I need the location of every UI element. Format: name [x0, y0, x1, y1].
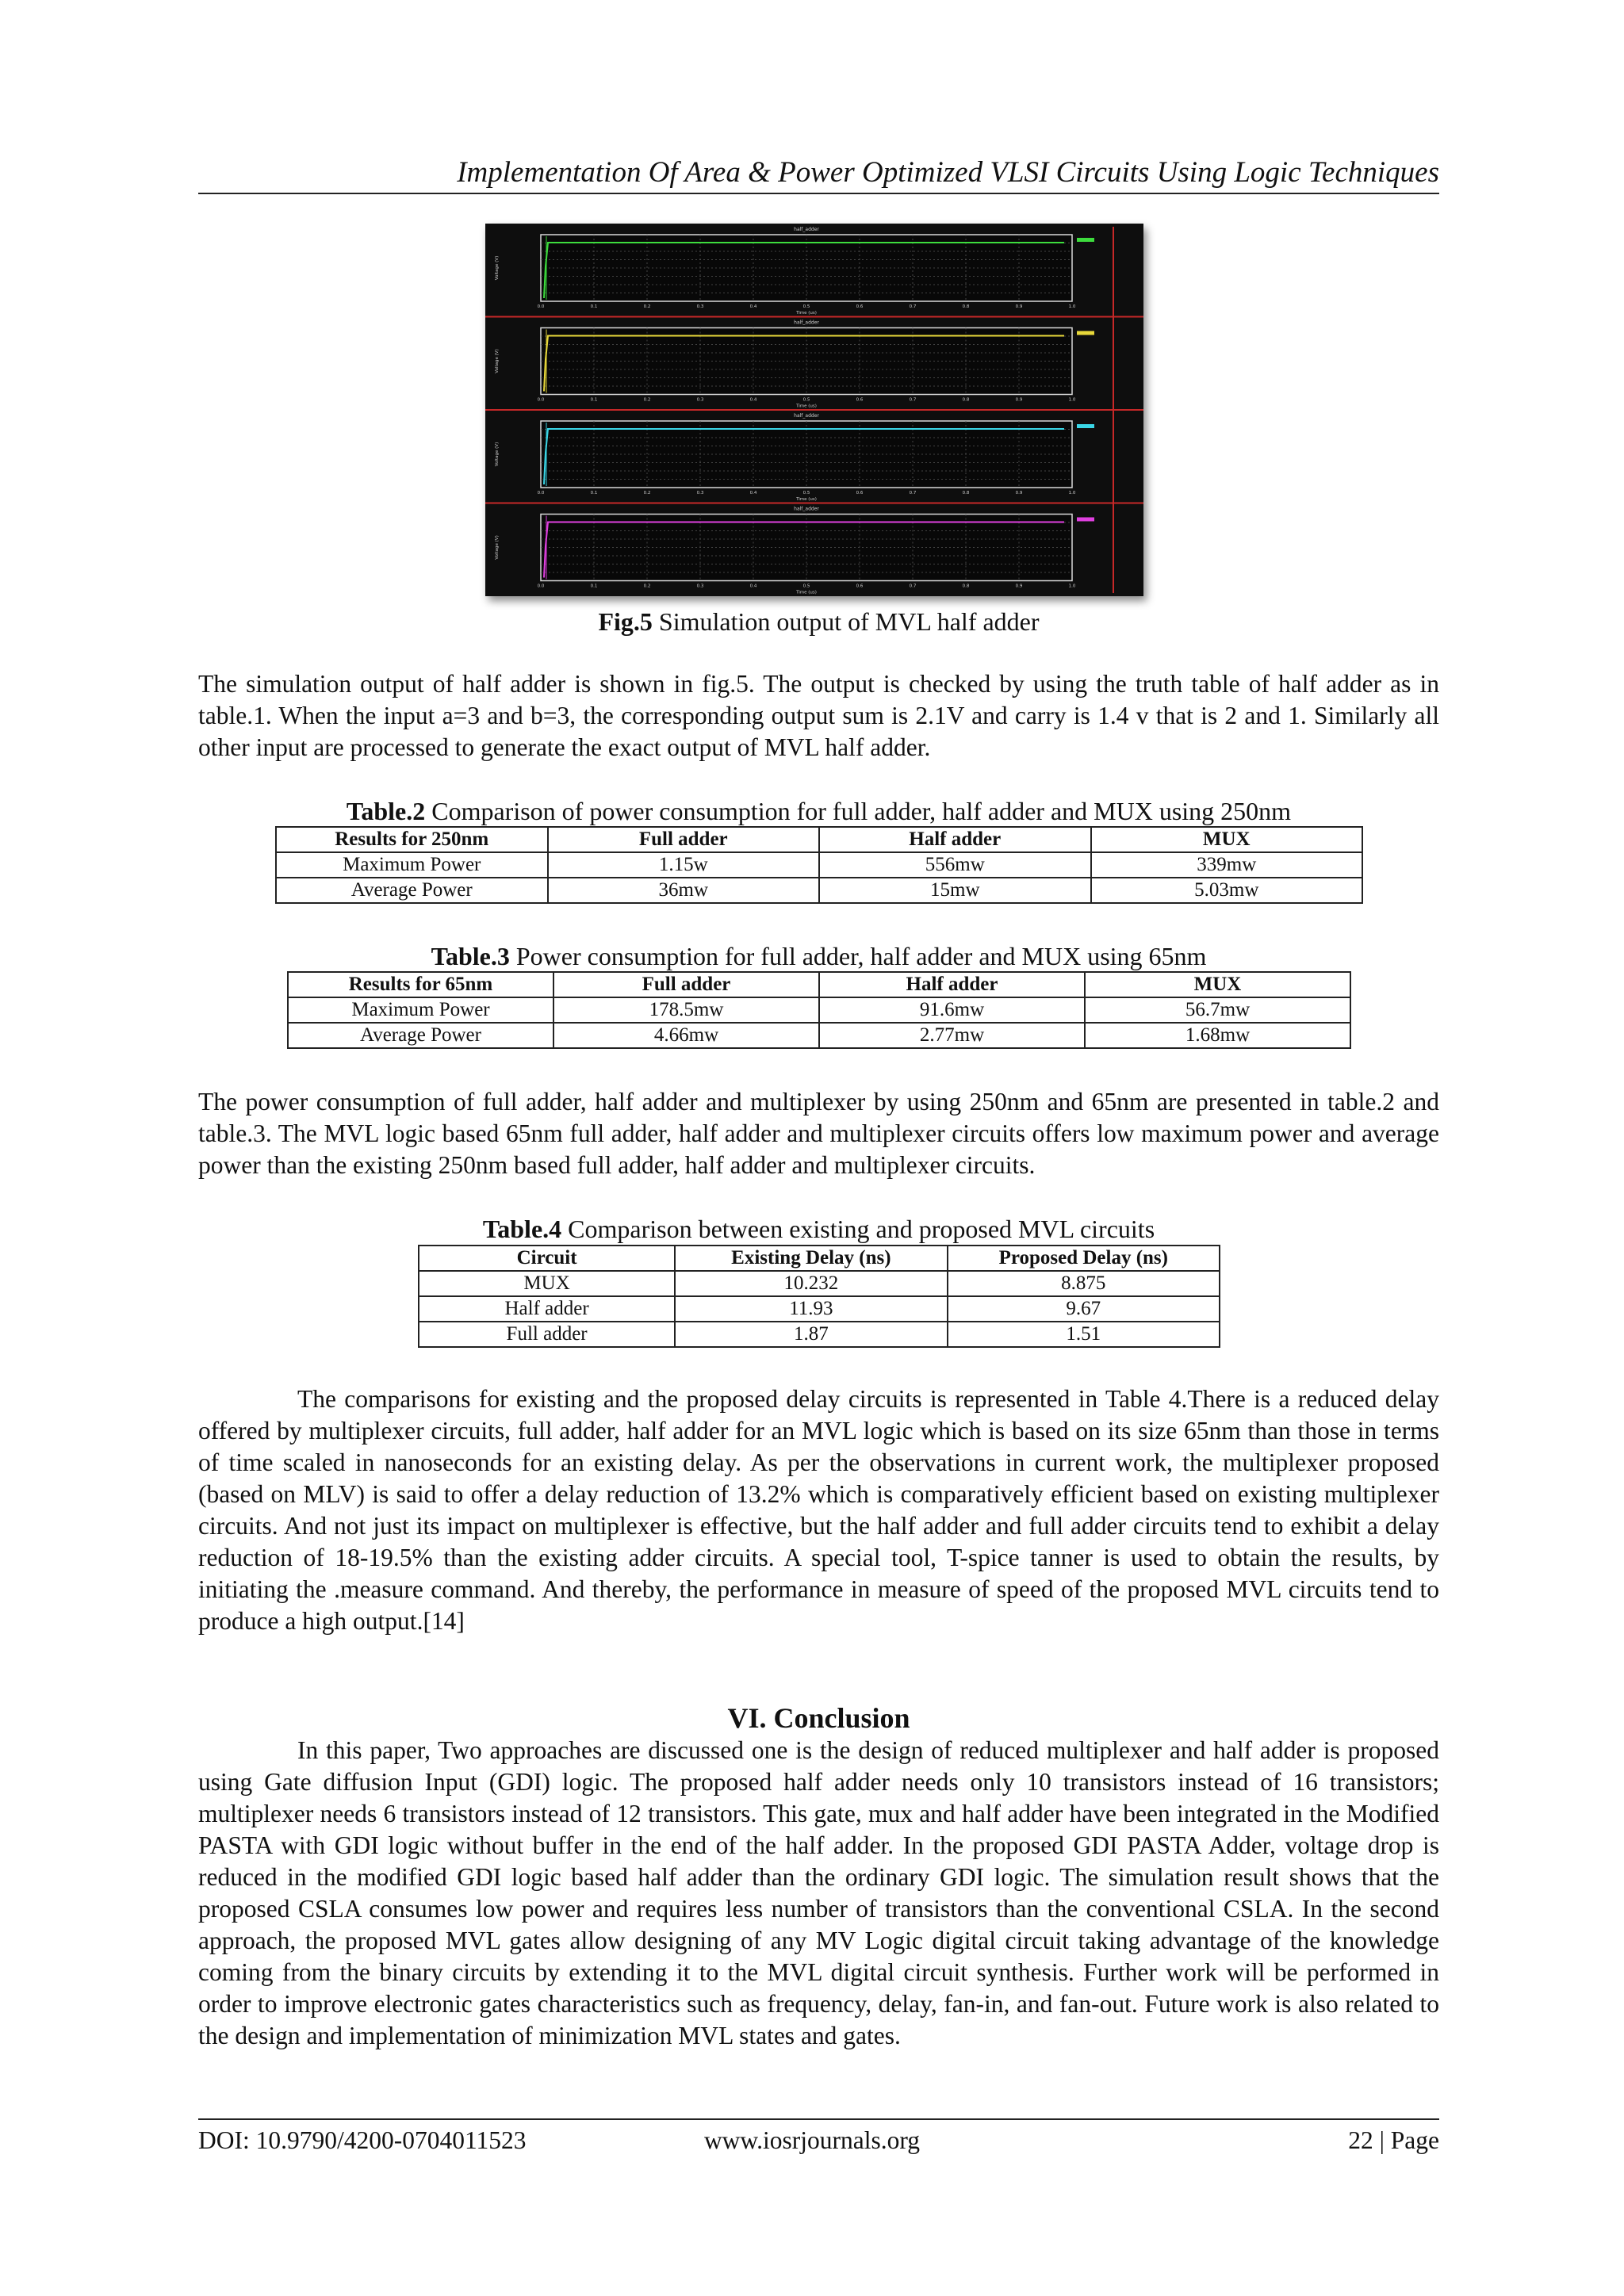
table-cell: 9.67 — [948, 1296, 1220, 1322]
table-row — [276, 878, 1362, 903]
table-header-cell: Results for 65nm — [288, 972, 553, 997]
table-header-cell: Existing Delay (ns) — [675, 1246, 947, 1271]
table-cell: 4.66mw — [553, 1023, 819, 1048]
table-header-row — [276, 827, 1362, 852]
paragraph-delay: The comparisons for existing and the proposed delay circuits is represented in Table 4.There is a reduced delay offered by multiplexer circuits, full adder, half adder for an MVL logic which is based on its size 65nm than those in terms of time scaled in nanoseconds for an existing delay. As per the observations in current work, the multiplexer proposed (based on MLV) is said to offer a delay reduction of 13.2% which is comparatively efficient based on existing multiplexer circuits. And not just its impact on multiplexer is effective, but the half adder and full adder circuits tend to exhibit a delay reduction of 18-19.5% than the existing adder circuits. A special tool, T-spice tanner is used to obtain the results, by initiating the .measure command. And thereby, the performance in measure of speed of the proposed MVL circuits tend to produce a high output.[14] — [198, 1385, 1439, 1635]
table-row — [288, 1023, 1350, 1048]
x-tick-label: 0.8 — [962, 397, 970, 403]
table4-caption — [198, 1213, 1439, 1245]
x-tick-label: 0.5 — [802, 491, 810, 496]
table3-caption-text: Power consumption for full adder, half adder and MUX using 65nm — [509, 942, 1207, 970]
table-header-cell: Proposed Delay (ns) — [948, 1246, 1220, 1271]
table-cell: Average Power — [276, 878, 548, 903]
footer-rule — [198, 2118, 1439, 2120]
table2-caption — [198, 795, 1439, 827]
x-tick-label: 0.1 — [590, 584, 598, 589]
table-header-cell: Half adder — [819, 972, 1085, 997]
table-cell: 1.15w — [548, 852, 820, 878]
footer-website: www.iosrjournals.org — [703, 2126, 921, 2154]
x-tick-label: 0.6 — [856, 397, 864, 403]
figure-label: Fig.5 — [598, 607, 653, 636]
table-cell: Average Power — [288, 1023, 553, 1048]
table-cell: 339mw — [1091, 852, 1363, 878]
x-tick-label: 0.9 — [1015, 491, 1023, 496]
table3-label: Table.3 — [431, 942, 510, 970]
table-cell: 15mw — [819, 878, 1091, 903]
x-tick-label: 0.6 — [856, 304, 864, 309]
x-tick-label: 0.3 — [696, 491, 704, 496]
x-tick-label: 0.6 — [856, 491, 864, 496]
paragraph-conclusion: In this paper, Two approaches are discussed one is the design of reduced multiplexer and half adder is proposed using Gate diffusion Input (GDI) logic. The proposed half adder needs only 10 transistors instead of 16 transistors; multiplexer needs 6 transistors instead of 12 transistors. This gate, mux and half adder have been integrated in the Modified PASTA with GDI logic without buffer in the end of the half adder. In the proposed GDI PASTA Adder, voltage drop is reduced in the modified GDI logic based half adder than the ordinary GDI logic. The simulation result shows that the proposed CSLA consumes low power and requires less number of transistors than the conventional CSLA. In the second approach, the proposed MVL gates allow designing of any MV Logic digital circuit taking advantage of the knowledge coming from the binary circuits by extending it to the MVL digital circuit synthesis. Further work will be performed in order to improve electronic gates characteristics such as frequency, delay, fan-in, and fan-out. Future work is also related to the design and implementation of minimization MVL states and gates. — [198, 1736, 1439, 2049]
table-header-row — [419, 1246, 1220, 1271]
panel-title: half_adder — [794, 506, 819, 512]
x-tick-label: 0.9 — [1015, 397, 1023, 403]
table-cell: 1.51 — [948, 1322, 1220, 1347]
table-row — [419, 1296, 1220, 1322]
x-tick-label: 0.3 — [696, 304, 704, 309]
x-tick-label: 0.5 — [802, 584, 810, 589]
table-cell: 1.87 — [675, 1322, 947, 1347]
y-axis-label: Voltage (V) — [495, 535, 500, 560]
table-power-65nm — [287, 971, 1351, 1049]
figure-caption-text: Simulation output of MVL half adder — [652, 607, 1040, 636]
footer-page-number: 22 | Page — [1348, 2126, 1439, 2154]
footer-doi: DOI: 10.9790/4200-0704011523 — [198, 2126, 527, 2154]
x-tick-label: 0.3 — [696, 584, 704, 589]
table-header-cell: Half adder — [819, 827, 1091, 852]
table-header-cell: Full adder — [548, 827, 820, 852]
table-header-cell: MUX — [1085, 972, 1350, 997]
x-tick-label: 1.0 — [1068, 397, 1076, 403]
table2-caption-text: Comparison of power consumption for full adder, half adder and MUX using 250nm — [425, 797, 1292, 825]
x-tick-label: 0.2 — [643, 584, 651, 589]
table4-caption-text: Comparison between existing and proposed MVL circuits — [561, 1215, 1155, 1243]
legend-swatch — [1077, 331, 1094, 335]
legend-swatch — [1077, 518, 1094, 522]
x-tick-label: 0.6 — [856, 584, 864, 589]
x-tick-label: 1.0 — [1068, 584, 1076, 589]
table4-label: Table.4 — [482, 1215, 562, 1243]
x-tick-label: 0.4 — [749, 304, 757, 309]
x-tick-label: 0.9 — [1015, 304, 1023, 309]
x-tick-label: 0.0 — [537, 304, 545, 309]
table-row — [419, 1322, 1220, 1347]
table-cell: 11.93 — [675, 1296, 947, 1322]
legend-swatch — [1077, 424, 1094, 428]
header-rule — [198, 193, 1439, 194]
x-tick-label: 1.0 — [1068, 304, 1076, 309]
table-cell: Full adder — [419, 1322, 675, 1347]
x-tick-label: 0.0 — [537, 397, 545, 403]
x-tick-label: 0.3 — [696, 397, 704, 403]
table-cell: 36mw — [548, 878, 820, 903]
x-tick-label: 0.4 — [749, 584, 757, 589]
table-header-cell: Circuit — [419, 1246, 675, 1271]
panel-title: half_adder — [794, 320, 819, 326]
paragraph-simulation: The simulation output of half adder is shown in fig.5. The output is checked by using the truth table of half adder as in table.1. When the input a=3 and b=3, the corresponding output sum is 2.1V and carry is 1.4 v that is 2 and 1. Similarly all other input are processed to generate the exact output of MVL half adder. — [198, 670, 1439, 761]
figure-caption — [198, 606, 1439, 637]
table-cell: 556mw — [819, 852, 1091, 878]
table2-label: Table.2 — [346, 797, 426, 825]
table-cell: 8.875 — [948, 1271, 1220, 1296]
x-tick-label: 0.1 — [590, 491, 598, 496]
table-cell: 91.6mw — [819, 997, 1085, 1023]
table-cell: Maximum Power — [288, 997, 553, 1023]
x-tick-label: 0.7 — [909, 397, 917, 403]
x-tick-label: 0.5 — [802, 304, 810, 309]
x-tick-label: 0.4 — [749, 397, 757, 403]
paragraph-power: The power consumption of full adder, half adder and multiplexer by using 250nm and 65nm are presented in table.2 and table.3. The MVL logic based 65nm full adder, half adder and multiplexer circuits offers low maximum power and average power than the existing 250nm based full adder, half adder and multiplexer circuits. — [198, 1088, 1439, 1179]
x-tick-label: 0.1 — [590, 304, 598, 309]
x-tick-label: 0.4 — [749, 491, 757, 496]
x-tick-label: 1.0 — [1068, 491, 1076, 496]
table-cell: 178.5mw — [553, 997, 819, 1023]
table-delay-comparison — [418, 1245, 1220, 1348]
x-tick-label: 0.9 — [1015, 584, 1023, 589]
table-header-cell: MUX — [1091, 827, 1363, 852]
table3-caption — [198, 940, 1439, 972]
y-axis-label: Voltage (V) — [495, 349, 500, 373]
y-axis-label: Voltage (V) — [495, 255, 500, 281]
table-row — [419, 1271, 1220, 1296]
table-cell: 2.77mw — [819, 1023, 1085, 1048]
x-axis-label: Time (us) — [796, 404, 817, 409]
table-row — [288, 997, 1350, 1023]
simulation-figure — [485, 224, 1143, 596]
x-tick-label: 0.8 — [962, 584, 970, 589]
section-title: VI. Conclusion — [727, 1702, 910, 1734]
panel-title: half_adder — [794, 227, 819, 232]
x-tick-label: 0.2 — [643, 491, 651, 496]
x-axis-label: Time (us) — [796, 311, 817, 316]
table-cell: Maximum Power — [276, 852, 548, 878]
table-row — [276, 852, 1362, 878]
x-tick-label: 0.2 — [643, 397, 651, 403]
x-tick-label: 0.1 — [590, 397, 598, 403]
x-tick-label: 0.2 — [643, 304, 651, 309]
table-cell: 56.7mw — [1085, 997, 1350, 1023]
table-cell: 1.68mw — [1085, 1023, 1350, 1048]
table-cell: 10.232 — [675, 1271, 947, 1296]
x-tick-label: 0.8 — [962, 304, 970, 309]
table-power-250nm — [275, 826, 1363, 904]
x-tick-label: 0.8 — [962, 491, 970, 496]
x-tick-label: 0.7 — [909, 491, 917, 496]
running-head: Implementation Of Area & Power Optimized VLSI Circuits Using Logic Techniques — [457, 156, 1439, 189]
x-tick-label: 0.0 — [537, 584, 545, 589]
table-header-cell: Full adder — [553, 972, 819, 997]
table-header-row — [288, 972, 1350, 997]
legend-swatch — [1077, 238, 1094, 242]
x-axis-label: Time (us) — [796, 590, 817, 595]
x-axis-label: Time (us) — [796, 497, 817, 502]
panel-title: half_adder — [794, 413, 819, 419]
x-tick-label: 0.7 — [909, 584, 917, 589]
table-header-cell: Results for 250nm — [276, 827, 548, 852]
x-tick-label: 0.0 — [537, 491, 545, 496]
waveform-plot — [485, 224, 1143, 596]
x-tick-label: 0.5 — [802, 397, 810, 403]
x-tick-label: 0.7 — [909, 304, 917, 309]
y-axis-label: Voltage (V) — [495, 442, 500, 467]
table-cell: 5.03mw — [1091, 878, 1363, 903]
table-cell: Half adder — [419, 1296, 675, 1322]
table-cell: MUX — [419, 1271, 675, 1296]
